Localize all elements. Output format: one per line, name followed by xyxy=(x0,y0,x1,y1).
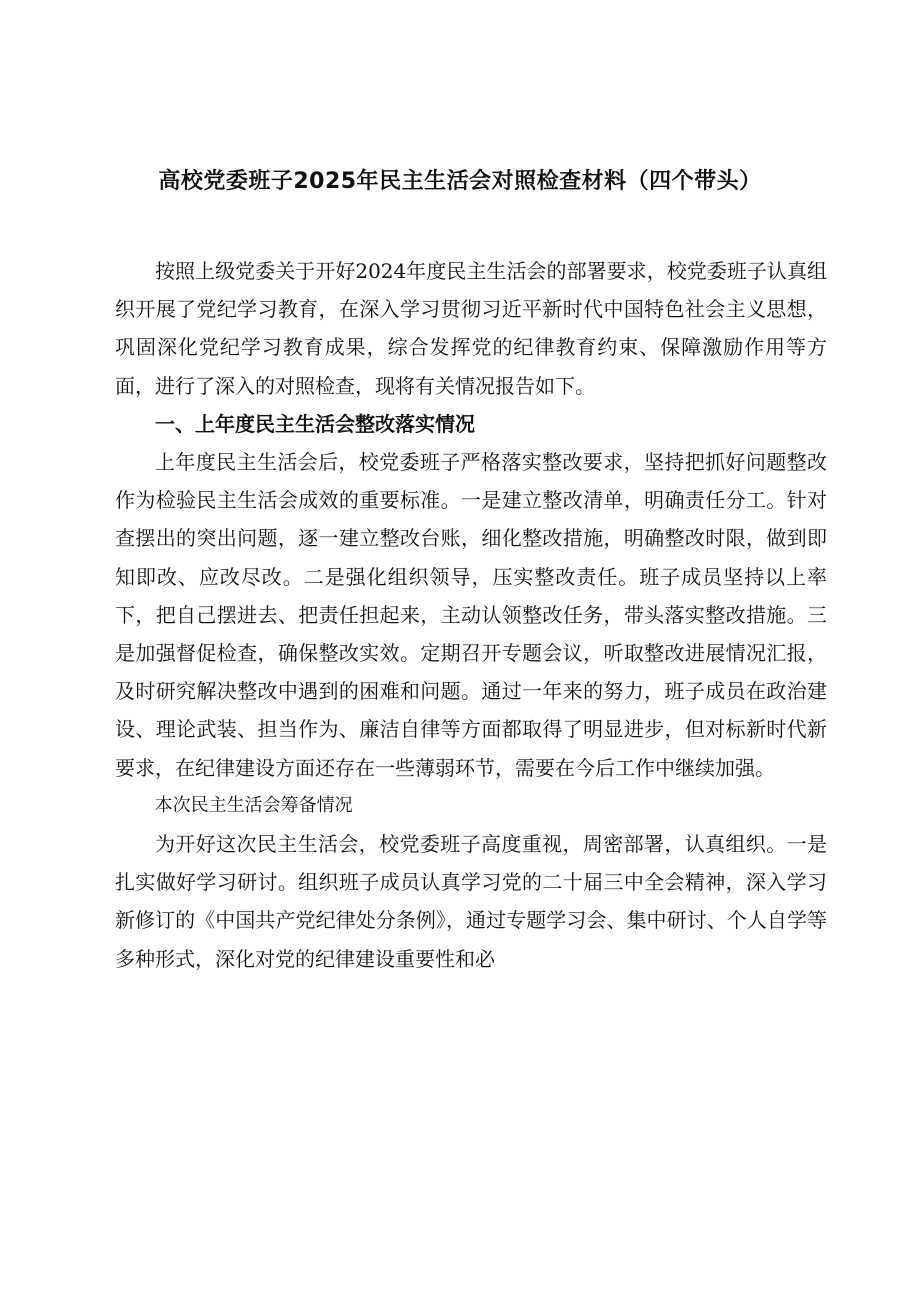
section-heading-1: 一、上年度民主生活会整改落实情况 xyxy=(155,411,475,436)
section-2-paragraph: 为开好这次民主生活会，校党委班子高度重视，周密部署，认真组织。一是扎实做好学习研讨。组织班子成员认真学习党的二十届三中全会精神，深入学习新修订的《中国共产党纪律处分条例》，通过专题学习会、集中研讨、个人自学等多种形式，深化对党的纪律建设重要性和必 xyxy=(115,832,827,971)
document-body xyxy=(115,252,827,978)
section-1-paragraph: 上年度民主生活会后，校党委班子严格落实整改要求，坚持把抓好问题整改作为检验民主生活会成效的重要标准。一是建立整改清单，明确责任分工。针对查摆出的突出问题，逐一建立整改台账，细化整改措施，明确整改时限，做到即知即改、应改尽改。二是强化组织领导，压实整改责任。班子成员坚持以上率下，把自己摆进去、把责任担起来，主动认领整改任务，带头落实整改措施。三是加强督促检查，确保整改实效。定期召开专题会议，听取整改进展情况汇报，及时研究解决整改中遇到的困难和问题。通过一年来的努力，班子成员在政治建设、理论武装、担当作为、廉洁自律等方面都取得了明显进步，但对标新时代新要求，在纪律建设方面还存在一些薄弱环节，需要在今后工作中继续加强。 xyxy=(115,450,827,780)
document-title: 高校党委班子2025年民主生活会对照检查材料（四个带头） xyxy=(158,169,762,194)
intro-paragraph: 按照上级党委关于开好2024年度民主生活会的部署要求，校党委班子认真组织开展了党纪学习教育，在深入学习贯彻习近平新时代中国特色社会主义思想，巩固深化党纪学习教育成果，综合发挥党的纪律教育约束、保障激励作用等方面，进行了深入的对照检查，现将有关情况报告如下。 xyxy=(115,259,827,398)
subheading-preparation: 本次民主生活会筹备情况 xyxy=(154,794,353,816)
